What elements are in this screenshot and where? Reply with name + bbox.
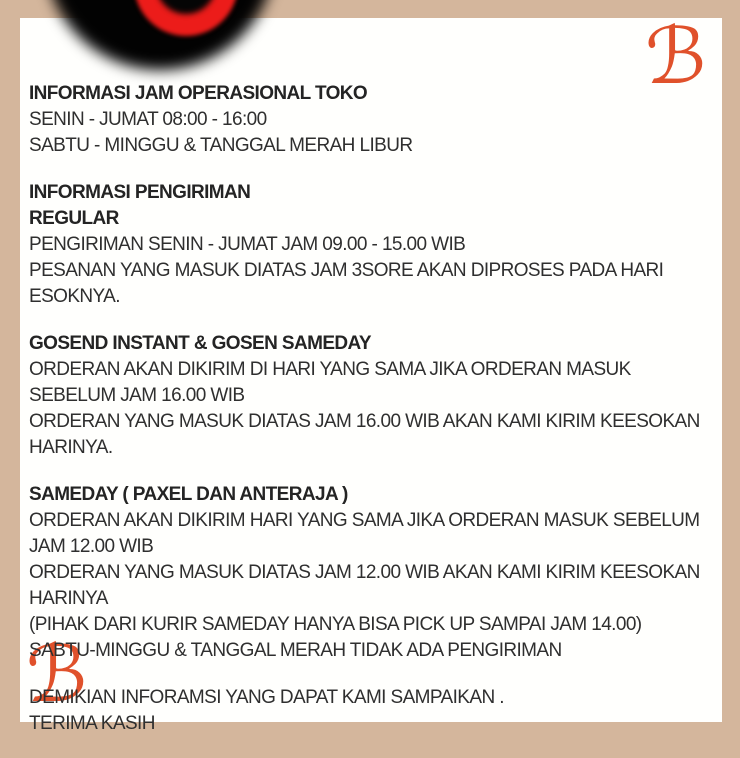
text-line: PESANAN YANG MASUK DIATAS JAM 3SORE AKAN DIPROSES PADA HARI — [29, 260, 664, 281]
info-section — [29, 180, 719, 310]
info-section — [29, 482, 719, 664]
text-line: HARINYA — [29, 588, 108, 609]
text-line: ORDERAN AKAN DIKIRIM HARI YANG SAMA JIKA ORDERAN MASUK SEBELUM — [29, 510, 700, 531]
text-line: DEMIKIAN INFORAMSI YANG DAPAT KAMI SAMPAIKAN . — [29, 687, 504, 708]
info-section — [29, 331, 719, 461]
text-line: SENIN - JUMAT 08:00 - 16:00 — [29, 109, 267, 130]
text-line: JAM 12.00 WIB — [29, 536, 154, 557]
info-section — [29, 685, 719, 737]
store-info-text — [29, 81, 719, 758]
text-line: SABTU-MINGGU & TANGGAL MERAH TIDAK ADA PENGIRIMAN — [29, 640, 562, 661]
section-heading: SAMEDAY ( PAXEL DAN ANTERAJA ) — [29, 484, 348, 505]
text-line: SEBELUM JAM 16.00 WIB — [29, 385, 245, 406]
section-heading: INFORMASI PENGIRIMAN — [29, 182, 251, 203]
text-line: ORDERAN YANG MASUK DIATAS JAM 12.00 WIB AKAN KAMI KIRIM KEESOKAN — [29, 562, 700, 583]
text-line: ESOKNYA. — [29, 286, 120, 307]
info-card — [20, 12, 722, 734]
section-heading: GOSEND INSTANT & GOSEN SAMEDAY — [29, 333, 371, 354]
text-line: ORDERAN AKAN DIKIRIM DI HARI YANG SAMA JIKA ORDERAN MASUK — [29, 359, 631, 380]
text-line: PENGIRIMAN SENIN - JUMAT JAM 09.00 - 15.00 WIB — [29, 234, 466, 255]
text-line: (PIHAK DARI KURIR SAMEDAY HANYA BISA PICK UP SAMPAI JAM 14.00) — [29, 614, 642, 635]
info-section — [29, 81, 719, 159]
text-line: HARINYA. — [29, 437, 113, 458]
section-heading: REGULAR — [29, 208, 119, 229]
text-line: SABTU - MINGGU & TANGGAL MERAH LIBUR — [29, 135, 413, 156]
brand-initial-icon: ℬ — [645, 12, 707, 102]
text-line: ORDERAN YANG MASUK DIATAS JAM 16.00 WIB AKAN KAMI KIRIM KEESOKAN — [29, 411, 700, 432]
text-line: TERIMA KASIH — [29, 713, 155, 734]
brand-initial-icon: ℬ — [26, 630, 88, 720]
section-heading: INFORMASI JAM OPERASIONAL TOKO — [29, 83, 368, 104]
